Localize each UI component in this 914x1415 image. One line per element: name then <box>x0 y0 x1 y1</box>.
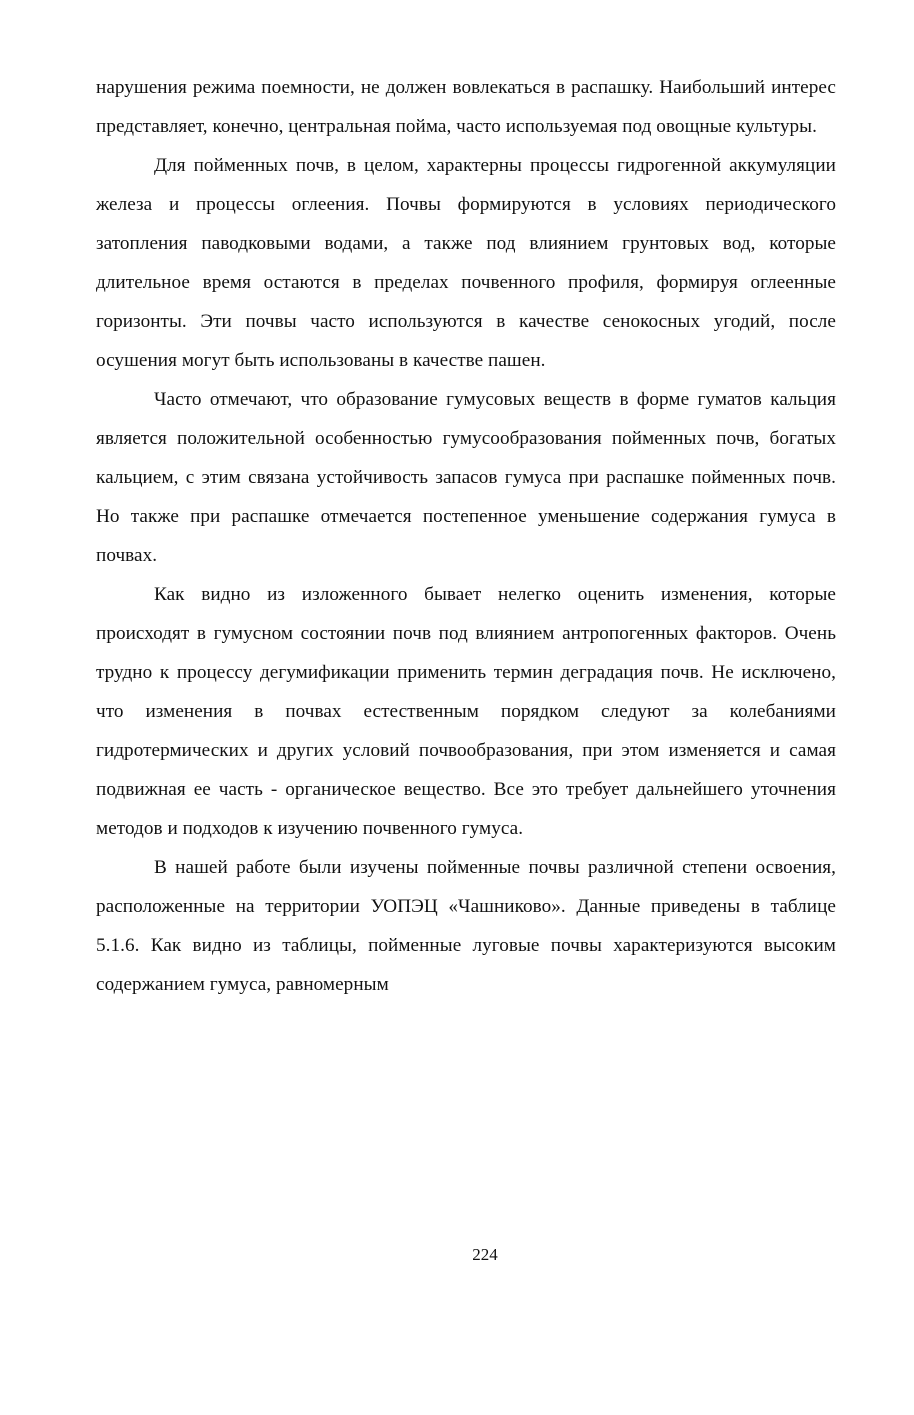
paragraph-study-description: В нашей работе были изучены пойменные почвы различной степени освоения, расположенные на территории УОПЭЦ «Чашниково». Данные приведены в таблице 5.1.6. Как видно из таблицы, пойменные луговые почвы характеризуются высоким содержанием гумуса, равномерным <box>96 857 836 995</box>
paragraph-humus-formation: Часто отмечают, что образование гумусовых веществ в форме гуматов кальция является положительной особенностью гумусообразования пойменных почв, богатых кальцием, с этим связана устойчивость запасов гумуса при распашке пойменных почв. Но также при распашке отмечается постепенное уменьшение содержания гумуса в почвах. <box>96 389 836 566</box>
paragraph-floodplain-processes: Для пойменных почв, в целом, характерны процессы гидрогенной аккумуляции железа и процессы оглеения. Почвы формируются в условиях периодического затопления паводковыми водами, а также под влиянием грунтовых вод, которые длительное время остаются в пределах почвенного профиля, формируя оглеенные горизонты. Эти почвы часто используются в качестве сенокосных угодий, после осушения могут быть использованы в качестве пашен. <box>96 155 836 371</box>
page-body <box>96 68 836 1004</box>
paragraph-anthropogenic-factors: Как видно из изложенного бывает нелегко оценить изменения, которые происходят в гумусном состоянии почв под влиянием антропогенных факторов. Очень трудно к процессу дегумификации применить термин деградация почв. Не исключено, что изменения в почвах естественным порядком следуют за колебаниями гидротермических и других условий почвообразования, при этом изменяется и самая подвижная ее часть - органическое вещество. Все это требует дальнейшего уточнения методов и подходов к изучению почвенного гумуса. <box>96 584 836 839</box>
page-number: 224 <box>472 1245 498 1264</box>
paragraph-continuation: нарушения режима поемности, не должен вовлекаться в распашку. Наибольший интерес представляет, конечно, центральная пойма, часто используемая под овощные культуры. <box>96 77 836 137</box>
